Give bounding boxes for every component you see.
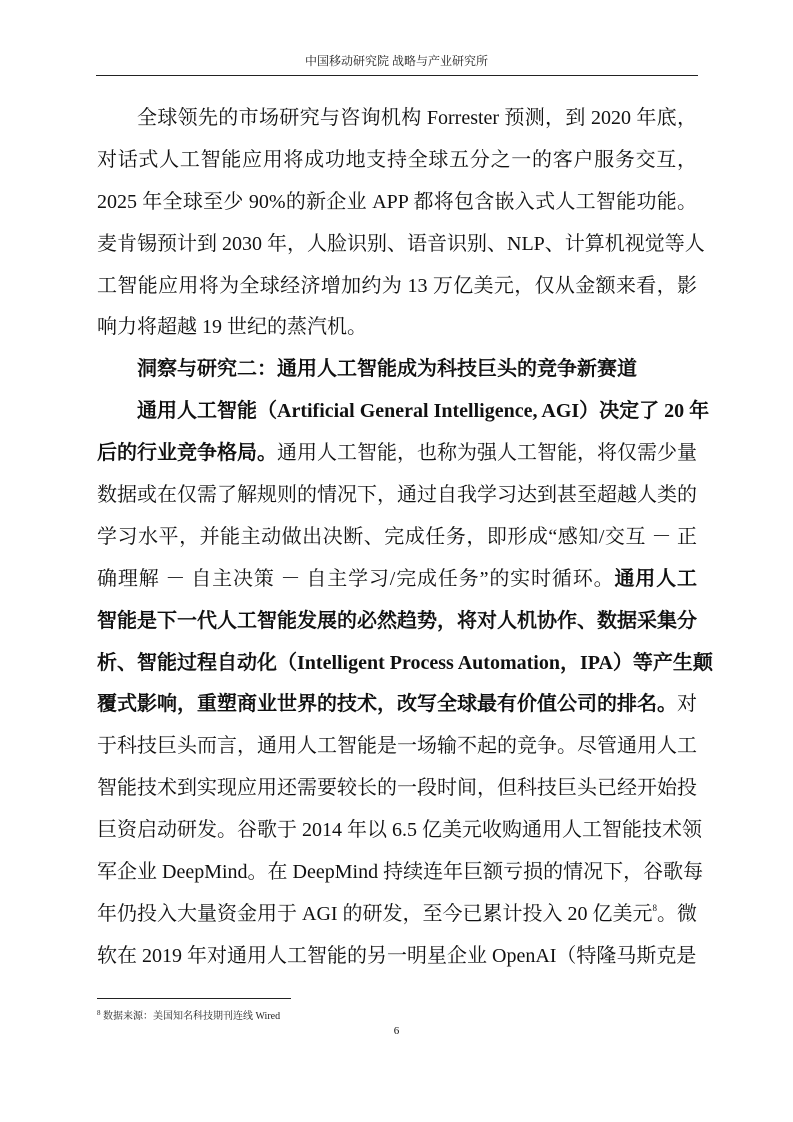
text-line bbox=[97, 684, 697, 726]
footnote-rule bbox=[97, 998, 291, 999]
text-run: 确理解 － 自主决策 － 自主学习/完成任务”的实时循环。 bbox=[97, 567, 615, 590]
bold-text: 智能是下一代人工智能发展的必然趋势，将对人机协作、数据采集分 bbox=[97, 609, 697, 632]
text-run: 于科技巨头而言，通用人工智能是一场输不起的竞争。尽管通用人工 bbox=[97, 735, 697, 758]
document-body bbox=[97, 98, 713, 978]
text-line bbox=[97, 391, 710, 433]
text-line bbox=[97, 266, 697, 308]
text-run: 通用人工智能，也称为强人工智能，将仅需少量 bbox=[277, 442, 697, 465]
text-line bbox=[97, 768, 697, 810]
text-run: 工智能应用将为全球经济增加约为 13 万亿美元，仅从金额来看，影 bbox=[97, 274, 697, 297]
text-line bbox=[97, 852, 704, 894]
text-line bbox=[97, 307, 697, 349]
text-run: 全球领先的市场研究与咨询机构 Forrester 预测，到 2020 年底， bbox=[137, 107, 697, 129]
text-line bbox=[97, 98, 697, 140]
footnote bbox=[97, 1007, 280, 1022]
header-rule bbox=[96, 75, 698, 76]
text-line bbox=[97, 936, 697, 978]
text-run: 2025 年全球至少 90%的新企业 APP 都将包含嵌入式人工智能功能。 bbox=[97, 190, 697, 213]
text-line bbox=[97, 182, 697, 224]
text-run: 巨资启动研发。谷歌于 2014 年以 6.5 亿美元收购通用人工智能技术领 bbox=[97, 819, 702, 842]
text-run: 智能技术到实现应用还需要较长的一段时间，但科技巨头已经开始投 bbox=[97, 777, 697, 800]
bold-text: 通用人工智能（Artificial General Intelligence, AGI）决定了 20 年 bbox=[137, 400, 710, 423]
section-heading bbox=[97, 349, 697, 391]
text-line bbox=[97, 475, 697, 517]
text-run: 响力将超越 19 世纪的蒸汽机。 bbox=[97, 316, 367, 339]
text-line bbox=[97, 726, 697, 768]
text-line bbox=[97, 601, 697, 643]
text-run: 。微 bbox=[657, 902, 698, 925]
bold-text: 通用人工 bbox=[614, 567, 698, 590]
text-line bbox=[97, 224, 705, 266]
text-line bbox=[97, 433, 697, 475]
text-line bbox=[97, 517, 697, 559]
running-header: 中国移动研究院 战略与产业研究所 bbox=[304, 54, 488, 68]
text-line bbox=[97, 140, 697, 182]
bold-text: 洞察与研究二：通用人工智能成为科技巨头的竞争新赛道 bbox=[137, 358, 637, 381]
text-run: 麦肯锡预计到 2030 年，人脸识别、语音识别、NLP、计算机视觉等人 bbox=[97, 232, 705, 255]
footnote-text: 数据来源：美国知名科技期刊连线 Wired bbox=[103, 1011, 281, 1022]
text-run: 对话式人工智能应用将成功地支持全球五分之一的客户服务交互， bbox=[97, 148, 697, 171]
text-run: 学习水平，并能主动做出决断、完成任务，即形成“感知/交互 － 正 bbox=[97, 525, 697, 548]
text-run: 软在 2019 年对通用人工智能的另一明星企业 OpenAI（特隆马斯克是 bbox=[97, 944, 697, 967]
text-line bbox=[97, 894, 697, 936]
footnote-mark: 8 bbox=[97, 1009, 101, 1017]
text-run: 军企业 DeepMind。在 DeepMind 持续连年巨额亏损的情况下，谷歌每 bbox=[97, 861, 704, 884]
footnote-ref: 8 bbox=[652, 902, 658, 913]
page-number: 6 bbox=[393, 1025, 400, 1037]
text-line bbox=[97, 810, 702, 852]
text-line bbox=[97, 643, 713, 685]
bold-text: 后的行业竞争格局。 bbox=[97, 442, 277, 465]
bold-text: 析、智能过程自动化（Intelligent Process Automation，IPA）等产生颠 bbox=[97, 651, 713, 674]
text-run: 年仍投入大量资金用于 AGI 的研发，至今已累计投入 20 亿美元 bbox=[97, 902, 653, 925]
bold-text: 覆式影响，重塑商业世界的技术，改写全球最有价值公司的排名。 bbox=[97, 693, 677, 716]
text-run: 对 bbox=[677, 693, 697, 716]
text-run: 数据或在仅需了解规则的情况下，通过自我学习达到甚至超越人类的 bbox=[97, 484, 697, 507]
text-line bbox=[97, 559, 697, 601]
